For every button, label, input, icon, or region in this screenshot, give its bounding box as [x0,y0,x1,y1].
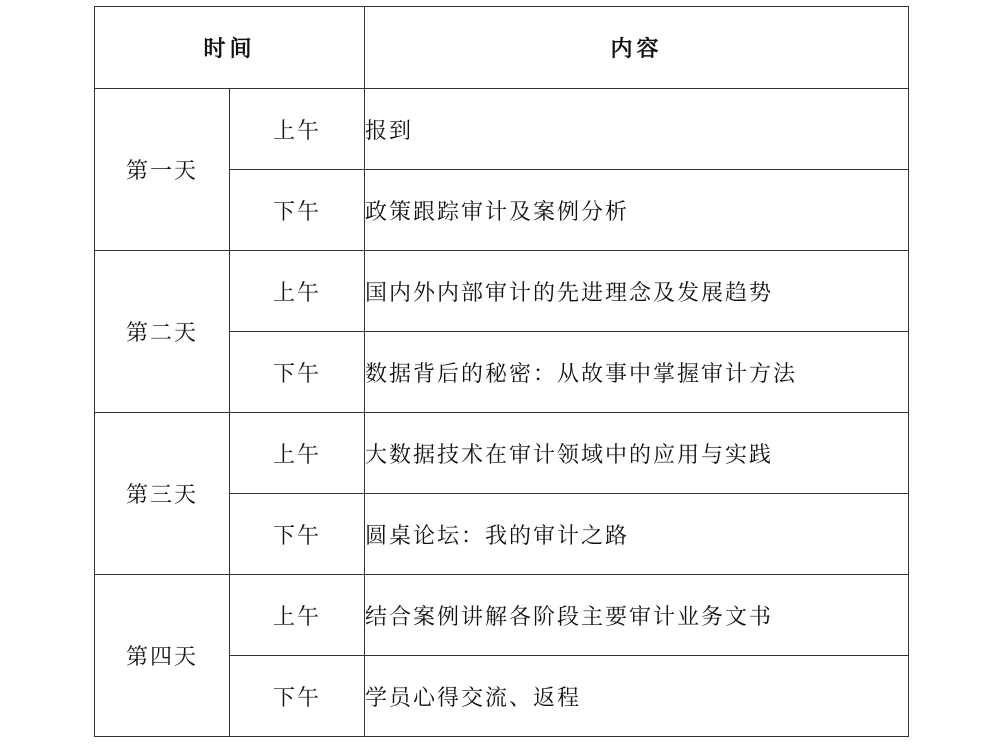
session-content: 结合案例讲解各阶段主要审计业务文书 [365,575,909,656]
session-content: 数据背后的秘密：从故事中掌握审计方法 [365,332,909,413]
session-content: 大数据技术在审计领域中的应用与实践 [365,413,909,494]
day-label: 第一天 [95,89,230,251]
period-label: 上午 [230,251,365,332]
session-content: 政策跟踪审计及案例分析 [365,170,909,251]
session-content: 学员心得交流、返程 [365,656,909,737]
table-row [95,89,909,170]
day-label: 第三天 [95,413,230,575]
content-header: 内容 [365,7,909,89]
period-label: 下午 [230,170,365,251]
period-label: 下午 [230,494,365,575]
time-header: 时间 [95,7,365,89]
schedule-table [94,6,909,737]
day-label: 第二天 [95,251,230,413]
period-label: 下午 [230,332,365,413]
period-label: 下午 [230,656,365,737]
period-label: 上午 [230,89,365,170]
session-content: 圆桌论坛：我的审计之路 [365,494,909,575]
table-row [95,251,909,332]
session-content: 报到 [365,89,909,170]
period-label: 上午 [230,413,365,494]
table-header-row [95,7,909,89]
period-label: 上午 [230,575,365,656]
table-row [95,413,909,494]
table-row [95,575,909,656]
session-content: 国内外内部审计的先进理念及发展趋势 [365,251,909,332]
day-label: 第四天 [95,575,230,737]
